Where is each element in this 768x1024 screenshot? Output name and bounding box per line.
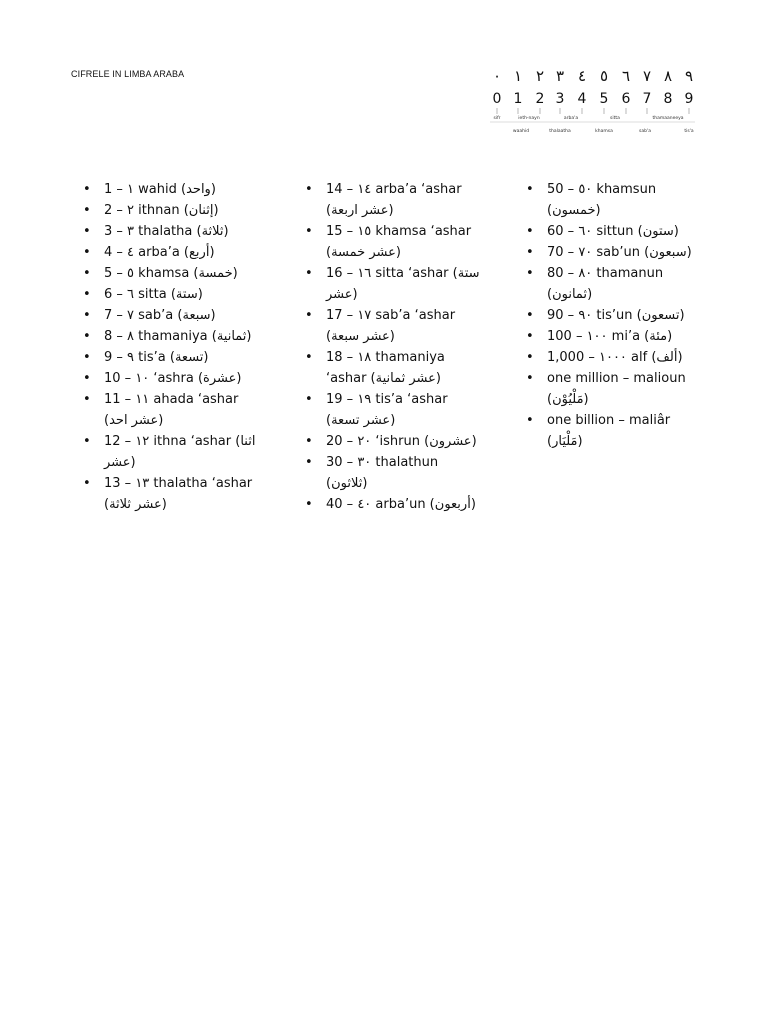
bullet-icon: • [526,266,534,281]
number-entry-text: 7 – ٧ sab’a (سبعة) [104,308,216,323]
number-entry-text: 2 – ٢ ithnan (إثنان) [104,203,219,218]
bullet-icon: • [83,329,91,344]
bullet-icon: • [305,182,313,197]
number-entry-text: 60 – ٦٠ sittun (ستون) [547,224,679,239]
digit-name-label: ieth-nayn [518,116,540,121]
western-digit: 9 [684,91,694,107]
number-list-item [526,305,701,326]
number-list-item [305,494,480,515]
western-digit: 0 [492,91,502,107]
number-entry-text: 15 – ١٥ khamsa ‘ashar (عشر خمسة) [326,224,472,260]
bullet-icon: • [305,434,313,449]
arabic-digit: ٧ [642,67,652,85]
digit-name-label: sitta [610,116,620,121]
number-entry-text: 18 – ١٨ thamaniya ‘ashar (عشر ثمانية) [326,350,445,386]
western-digit: 7 [642,91,652,107]
arabic-digit: ٩ [684,67,694,85]
number-entry-text: one billion – maliâr (مَلْيَار) [547,413,671,449]
number-list-item [83,473,258,515]
bullet-icon: • [526,329,534,344]
digit-name-label: thalaatha [549,129,571,134]
number-list-item [526,179,701,221]
arabic-digit: ٦ [621,67,631,85]
number-entry-text: 100 – ١٠٠ mi’a (مئة) [547,329,673,344]
bullet-icon: • [305,392,313,407]
bullet-icon: • [83,203,91,218]
number-entry-text: 17 – ١٧ sab’a ‘ashar (عشر سبعة) [326,308,456,344]
bullet-icon: • [526,245,534,260]
number-list-item [83,431,258,473]
number-entry-text: 1 – ١ wahid (واحد) [104,182,216,197]
number-list-item [83,200,258,221]
number-entry-text: 1,000 – ١٠٠٠ alf (ألف) [547,350,683,365]
digit-name-label: arba'a [563,116,579,121]
number-list-item [305,305,480,347]
arabic-digit: ٣ [555,67,565,85]
number-list-item [83,242,258,263]
western-digit: 5 [599,91,609,107]
number-entry-text: 8 – ٨ thamaniya (ثمانية) [104,329,252,344]
number-list-item [526,347,701,368]
number-list-item [526,326,701,347]
number-entry-text: 13 – ١٣ thalatha ‘ashar (عشر ثلاثة) [104,476,253,512]
bullet-icon: • [526,350,534,365]
number-entry-text: one million – malioun (مَلْيُوْن) [547,371,686,407]
digit-name-label: khamsa [595,129,613,134]
bullet-icon: • [83,476,91,491]
number-list-item [526,368,701,410]
number-list-item [83,284,258,305]
number-entry-text: 40 – ٤٠ arba’un (أربعون) [326,497,476,512]
digits-figure-svg [485,62,700,140]
number-entry-text: 16 – ١٦ sitta ‘ashar (ستة عشر) [326,266,480,302]
western-digit: 8 [663,91,673,107]
number-entry-text: 90 – ٩٠ tis’un (تسعون) [547,308,685,323]
bullet-icon: • [526,371,534,386]
digit-name-label: thamaaneeya [652,116,684,121]
bullet-icon: • [305,350,313,365]
number-list-item [305,263,480,305]
number-list-item [83,389,258,431]
number-entry-text: 70 – ٧٠ sab’un (سبعون) [547,245,692,260]
bullet-icon: • [83,392,91,407]
number-list-item [83,263,258,284]
number-list-item [305,179,480,221]
arabic-digit: ٨ [663,67,673,85]
arabic-digits-figure [485,62,700,140]
numbers-column-3 [526,179,701,452]
digit-name-label: tis'a [684,129,694,134]
number-list-item [83,368,258,389]
bullet-icon: • [305,266,313,281]
western-digit: 2 [535,91,545,107]
bullet-icon: • [305,224,313,239]
bullet-icon: • [83,182,91,197]
number-entry-text: 10 – ١٠ ‘ashra (عشرة) [104,371,242,386]
bullet-icon: • [526,224,534,239]
number-list-item [305,221,480,263]
document-title: CIFRELE IN LIMBA ARABA [71,69,185,79]
number-list-item [83,347,258,368]
bullet-icon: • [305,497,313,512]
arabic-digit: ٥ [599,67,609,85]
number-entry-text: 9 – ٩ tis’a (تسعة) [104,350,209,365]
bullet-icon: • [83,266,91,281]
bullet-icon: • [83,350,91,365]
number-list-item [83,305,258,326]
bullet-icon: • [526,413,534,428]
number-list-item [526,410,701,452]
digit-name-label: waahid [512,129,530,134]
arabic-digit: ٢ [535,67,545,85]
bullet-icon: • [526,308,534,323]
number-entry-text: 4 – ٤ arba’a (أربع) [104,245,215,260]
bullet-icon: • [83,245,91,260]
number-entry-text: 30 – ٣٠ thalathun (ثلاثون) [326,455,439,491]
number-entry-text: 5 – ٥ khamsa (خمسة) [104,266,238,281]
number-entry-text: 11 – ١١ ahada ‘ashar (عشر احد) [104,392,239,428]
number-entry-text: 6 – ٦ sitta (ستة) [104,287,203,302]
number-entry-text: 14 – ١٤ arba’a ‘ashar (عشر اربعة) [326,182,462,218]
number-list-item [305,347,480,389]
numbers-column-1 [83,179,258,515]
bullet-icon: • [83,287,91,302]
number-list-item [305,431,480,452]
number-entry-text: 20 – ٢٠ ‘ishrun (عشرون) [326,434,477,449]
bullet-icon: • [305,308,313,323]
western-digit: 6 [621,91,631,107]
bullet-icon: • [83,371,91,386]
number-entry-text: 80 – ٨٠ thamanun (ثمانون) [547,266,664,302]
bullet-icon: • [83,434,91,449]
arabic-digit: ١ [513,67,523,85]
bullet-icon: • [83,308,91,323]
bullet-icon: • [526,182,534,197]
number-list-item [526,263,701,305]
number-list-item [83,326,258,347]
number-list-item [526,221,701,242]
number-entry-text: 12 – ١٢ ithna ‘ashar (اثنا عشر) [104,434,256,470]
digit-name-label: sifr [493,116,501,121]
number-entry-text: 50 – ٥٠ khamsun (خمسون) [547,182,657,218]
bullet-icon: • [83,224,91,239]
number-list-item [305,452,480,494]
digit-name-label: sab'a [639,129,651,134]
arabic-digit: ٠ [492,67,502,85]
western-digit: 3 [555,91,565,107]
number-entry-text: 3 – ٣ thalatha (ثلاثة) [104,224,229,239]
number-list-item [83,221,258,242]
number-list-item [83,179,258,200]
bullet-icon: • [305,455,313,470]
western-digit: 4 [577,91,587,107]
arabic-digit: ٤ [577,67,587,85]
numbers-column-2 [305,179,480,515]
number-list-item [305,389,480,431]
number-list-item [526,242,701,263]
number-entry-text: 19 – ١٩ tis’a ‘ashar (عشر تسعة) [326,392,448,428]
western-digit: 1 [513,91,523,107]
